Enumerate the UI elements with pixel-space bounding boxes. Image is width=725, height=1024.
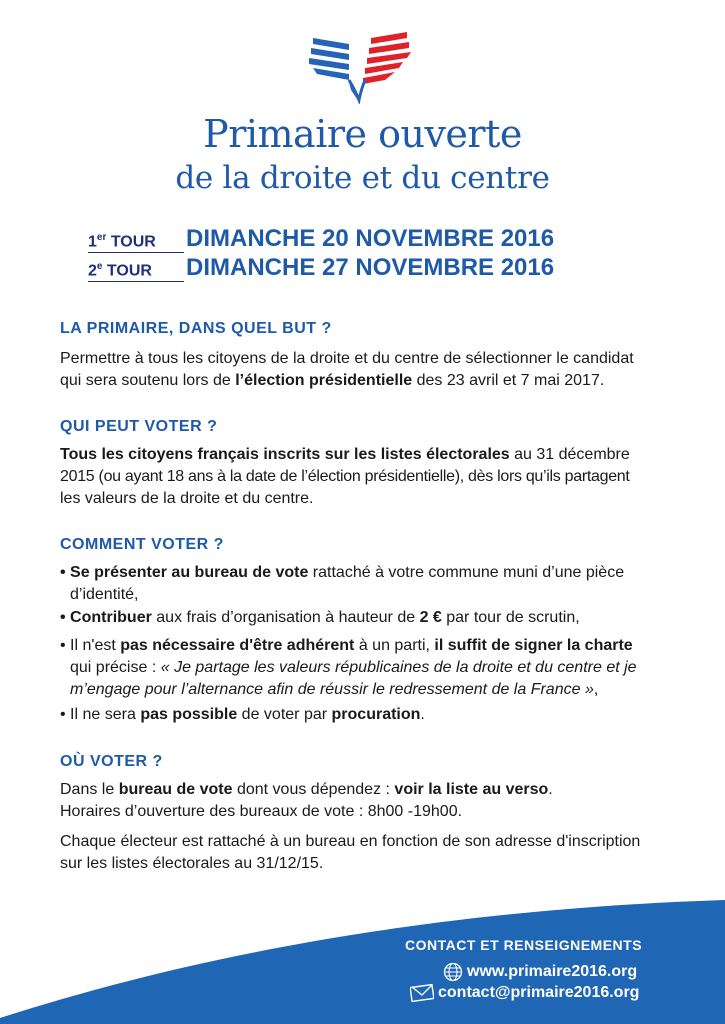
section-text-ou: Dans le bureau de vote dont vous dépendez : voir la liste au verso. Horaires d’ouverture des bureaux de vote : 8h00 -19h00. Chaque électeur est rattaché à un bureau en fonction de son adresse d'inscription sur les listes électorales au 31/12/15. [60, 781, 641, 872]
list-item: • Contribuer aux frais d’organisation à hauteur de 2 € par tour de scrutin, [60, 609, 580, 626]
book-flag-logo [305, 32, 415, 104]
page-subtitle: de la droite et du centre [175, 160, 550, 196]
footer-website[interactable] [443, 962, 637, 982]
tour-label: 2e TOUR [88, 261, 184, 282]
tour-date: DIMANCHE 20 NOVEMBRE 2016 [186, 225, 555, 252]
footer-email[interactable] [410, 984, 639, 1002]
globe-icon [443, 962, 463, 982]
tour-label: 1er TOUR [88, 232, 184, 253]
section-heading-comment: COMMENT VOTER ? [60, 536, 224, 553]
section-text-qui: Tous les citoyens français inscrits sur les listes électorales au 31 décembre 2015 (ou ayant 18 ans à la date de l’élection présidentielle), dès lors qu’ils partagent les valeurs de la droite et du centre. [60, 446, 630, 507]
email-link[interactable]: contact@primaire2016.org [438, 984, 640, 1001]
section-heading-qui: QUI PEUT VOTER ? [60, 418, 218, 435]
website-link[interactable]: www.primaire2016.org [467, 963, 638, 980]
page-title: Primaire ouverte [203, 112, 522, 156]
section-text-but: Permettre à tous les citoyens de la droite et du centre de sélectionner le candidat qui sera soutenu lors de l’élection présidentielle des 23 avril et 7 mai 2017. [60, 350, 634, 389]
list-item: • Il n'est pas nécessaire d'être adhérent à un parti, il suffit de signer la charte qui précise : « Je partage les valeurs républicaines de la droite et du centre et je m’engage pour l’alternance afin de réussir le redressement de la France », [60, 637, 637, 698]
tour-row-2 [88, 254, 554, 282]
list-item: • Se présenter au bureau de vote rattaché à votre commune muni d’une pièce d’identité, [60, 564, 625, 603]
tour-row-1 [88, 225, 554, 253]
footer-title: CONTACT ET RENSEIGNEMENTS [405, 937, 643, 953]
list-item: • Il ne sera pas possible de voter par procuration. [60, 706, 425, 723]
section-heading-ou: OÙ VOTER ? [60, 753, 163, 770]
envelope-icon [410, 984, 434, 1002]
tour-date: DIMANCHE 27 NOVEMBRE 2016 [186, 254, 555, 281]
section-heading-but: LA PRIMAIRE, DANS QUEL BUT ? [60, 320, 332, 337]
